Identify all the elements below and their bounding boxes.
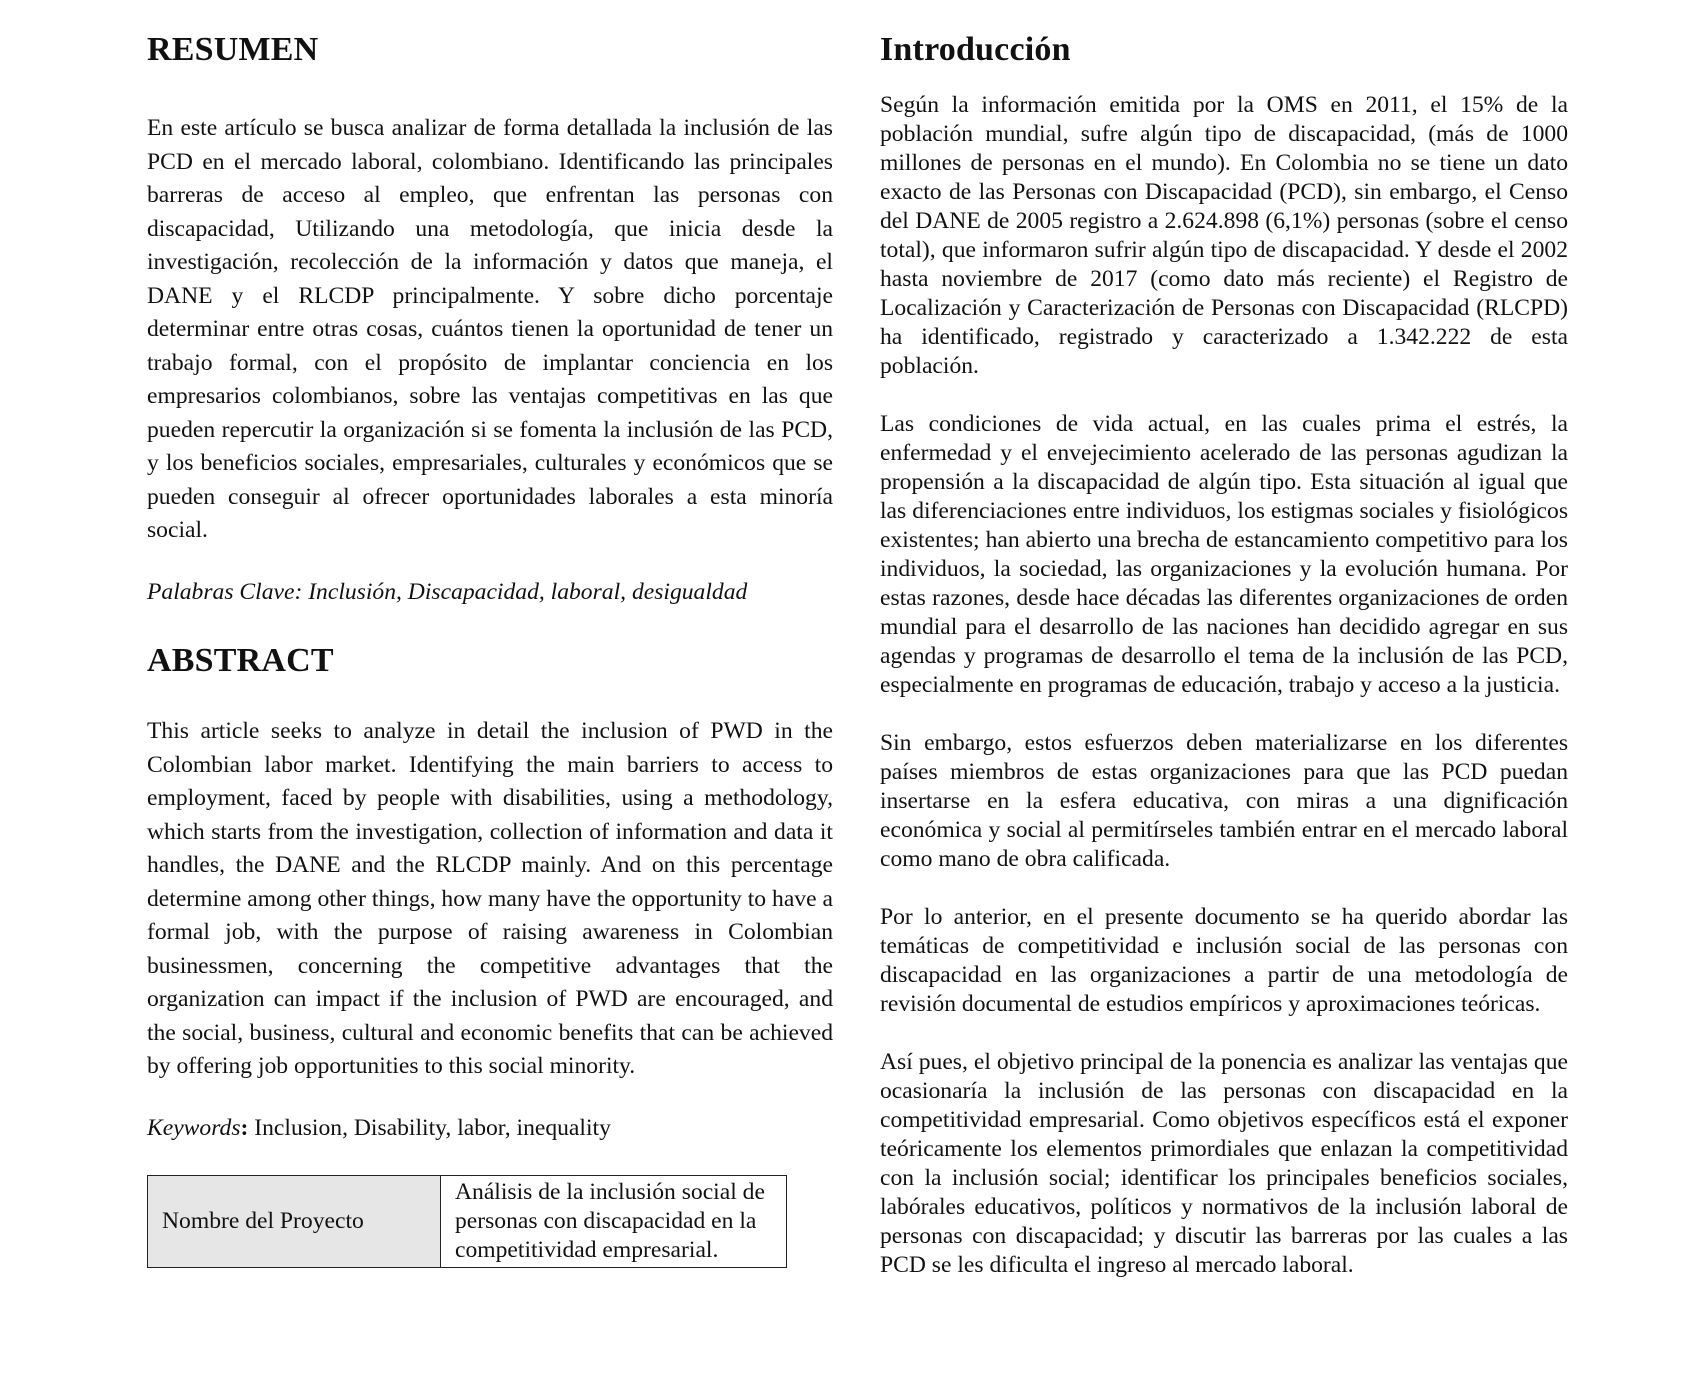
abstract-heading: ABSTRACT — [147, 642, 334, 679]
resumen-paragraph: En este artículo se busca analizar de forma detallada la inclusión de las PCD en el mercado laboral, colombiano. Identificando las principales barreras de acceso al empleo, que enfrentan las personas con discapacidad, Utilizando una metodología, que inicia desde la investigación, recolección de la información y datos que maneja, el DANE y el RLCDP principalmente. Y sobre dicho porcentaje determinar entre otras cosas, cuántos tienen la oportunidad de tener un trabajo formal, con el propósito de implantar conciencia en los empresarios colombianos, sobre las ventajas competitivas en las que pueden repercutir la organización si se fomenta la inclusión de las PCD, y los beneficios sociales, empresariales, culturales y económicos que se pueden conseguir al ofrecer oportunidades laborales a esta minoría social. — [147, 115, 833, 543]
project-name-value: Análisis de la inclusión social de personas con discapacidad en la competitividad empresarial. — [441, 1176, 787, 1268]
intro-paragraph-4: Por lo anterior, en el presente documento se ha querido abordar las temáticas de competitividad e inclusión social de las personas con discapacidad en las organizaciones a partir de una metodología de revisión documental de estudios empíricos y aproximaciones teóricas. — [880, 904, 1568, 1017]
intro-paragraph-2: Las condiciones de vida actual, en las cuales prima el estrés, la enfermedad y el envejecimiento acelerado de las personas agudizan la propensión a la discapacidad de algún tipo. Esta situación al igual que las diferenciaciones entre individuos, los estigmas sociales y fisiológicos existentes; han abierto una brecha de estancamiento competitivo para los individuos, la sociedad, las organizaciones y la evolución humana. Por estas razones, desde hace décadas las diferentes organizaciones de orden mundial para el desarrollo de las naciones han decidido agregar en sus agendas y programas de desarrollo el tema de la inclusión de las PCD, especialmente en programas de educación, trabajo y acceso a la justicia. — [880, 411, 1568, 698]
intro-paragraph-5: Así pues, el objetivo principal de la ponencia es analizar las ventajas que ocasionaría la inclusión de las personas con discapacidad en la competitividad empresarial. Como objetivos específicos está el exponer teóricamente los elementos primordiales que enlazan la competitividad con la inclusión social; identificar los principales beneficios sociales, labórales educativos, políticos y normativos de la inclusión laboral de personas con discapacidad; y discutir las barreras por las cuales a las PCD se les dificulta el ingreso al mercado laboral. — [880, 1049, 1568, 1278]
project-name-label: Nombre del Proyecto — [148, 1176, 441, 1268]
keywords-label: Keywords — [147, 1114, 241, 1141]
right-column — [880, 28, 1568, 1280]
intro-paragraph-1: Según la información emitida por la OMS en 2011, el 15% de la población mundial, sufre algún tipo de discapacidad, (más de 1000 millones de personas en el mundo). En Colombia no se tiene un dato exacto de las Personas con Discapacidad (PCD), sin embargo, el Censo del DANE de 2005 registro a 2.624.898 (6,1%) personas (sobre el censo total), que informaron sufrir algún tipo de discapacidad. Y desde el 2002 hasta noviembre de 2017 (como dato más reciente) el Registro de Localización y Caracterización de Personas con Discapacidad (RLCPD) ha identificado, registrado y caracterizado a 1.342.222 de esta población. — [880, 92, 1568, 379]
left-column — [147, 28, 833, 1268]
resumen-heading: RESUMEN — [147, 31, 319, 68]
palabras-clave: Palabras Clave: Inclusión, Discapacidad, laboral, desigualdad — [147, 578, 748, 605]
keywords-line — [147, 1112, 833, 1146]
keywords-values: Inclusion, Disability, labor, inequality — [248, 1114, 611, 1141]
project-table — [147, 1175, 787, 1268]
project-table-row — [148, 1176, 787, 1268]
intro-paragraph-3: Sin embargo, estos esfuerzos deben materializarse en los diferentes países miembros de estas organizaciones para que las PCD puedan insertarse en la esfera educativa, con miras a una dignificación económica y social al permitírseles también entrar en el mercado laboral como mano de obra calificada. — [880, 730, 1568, 872]
introduccion-heading: Introducción — [880, 31, 1071, 68]
keywords-colon: : — [240, 1114, 249, 1141]
abstract-paragraph: This article seeks to analyze in detail the inclusion of PWD in the Colombian labor market. Identifying the main barriers to access to employment, faced by people with disabilities, using a methodology, which starts from the investigation, collection of information and data it handles, the DANE and the RLCDP mainly. And on this percentage determine among other things, how many have the opportunity to have a formal job, with the purpose of raising awareness in Colombian businessmen, concerning the competitive advantages that the organization can impact if the inclusion of PWD are encouraged, and the social, business, cultural and economic benefits that can be achieved by offering job opportunities to this social minority. — [147, 718, 833, 1079]
